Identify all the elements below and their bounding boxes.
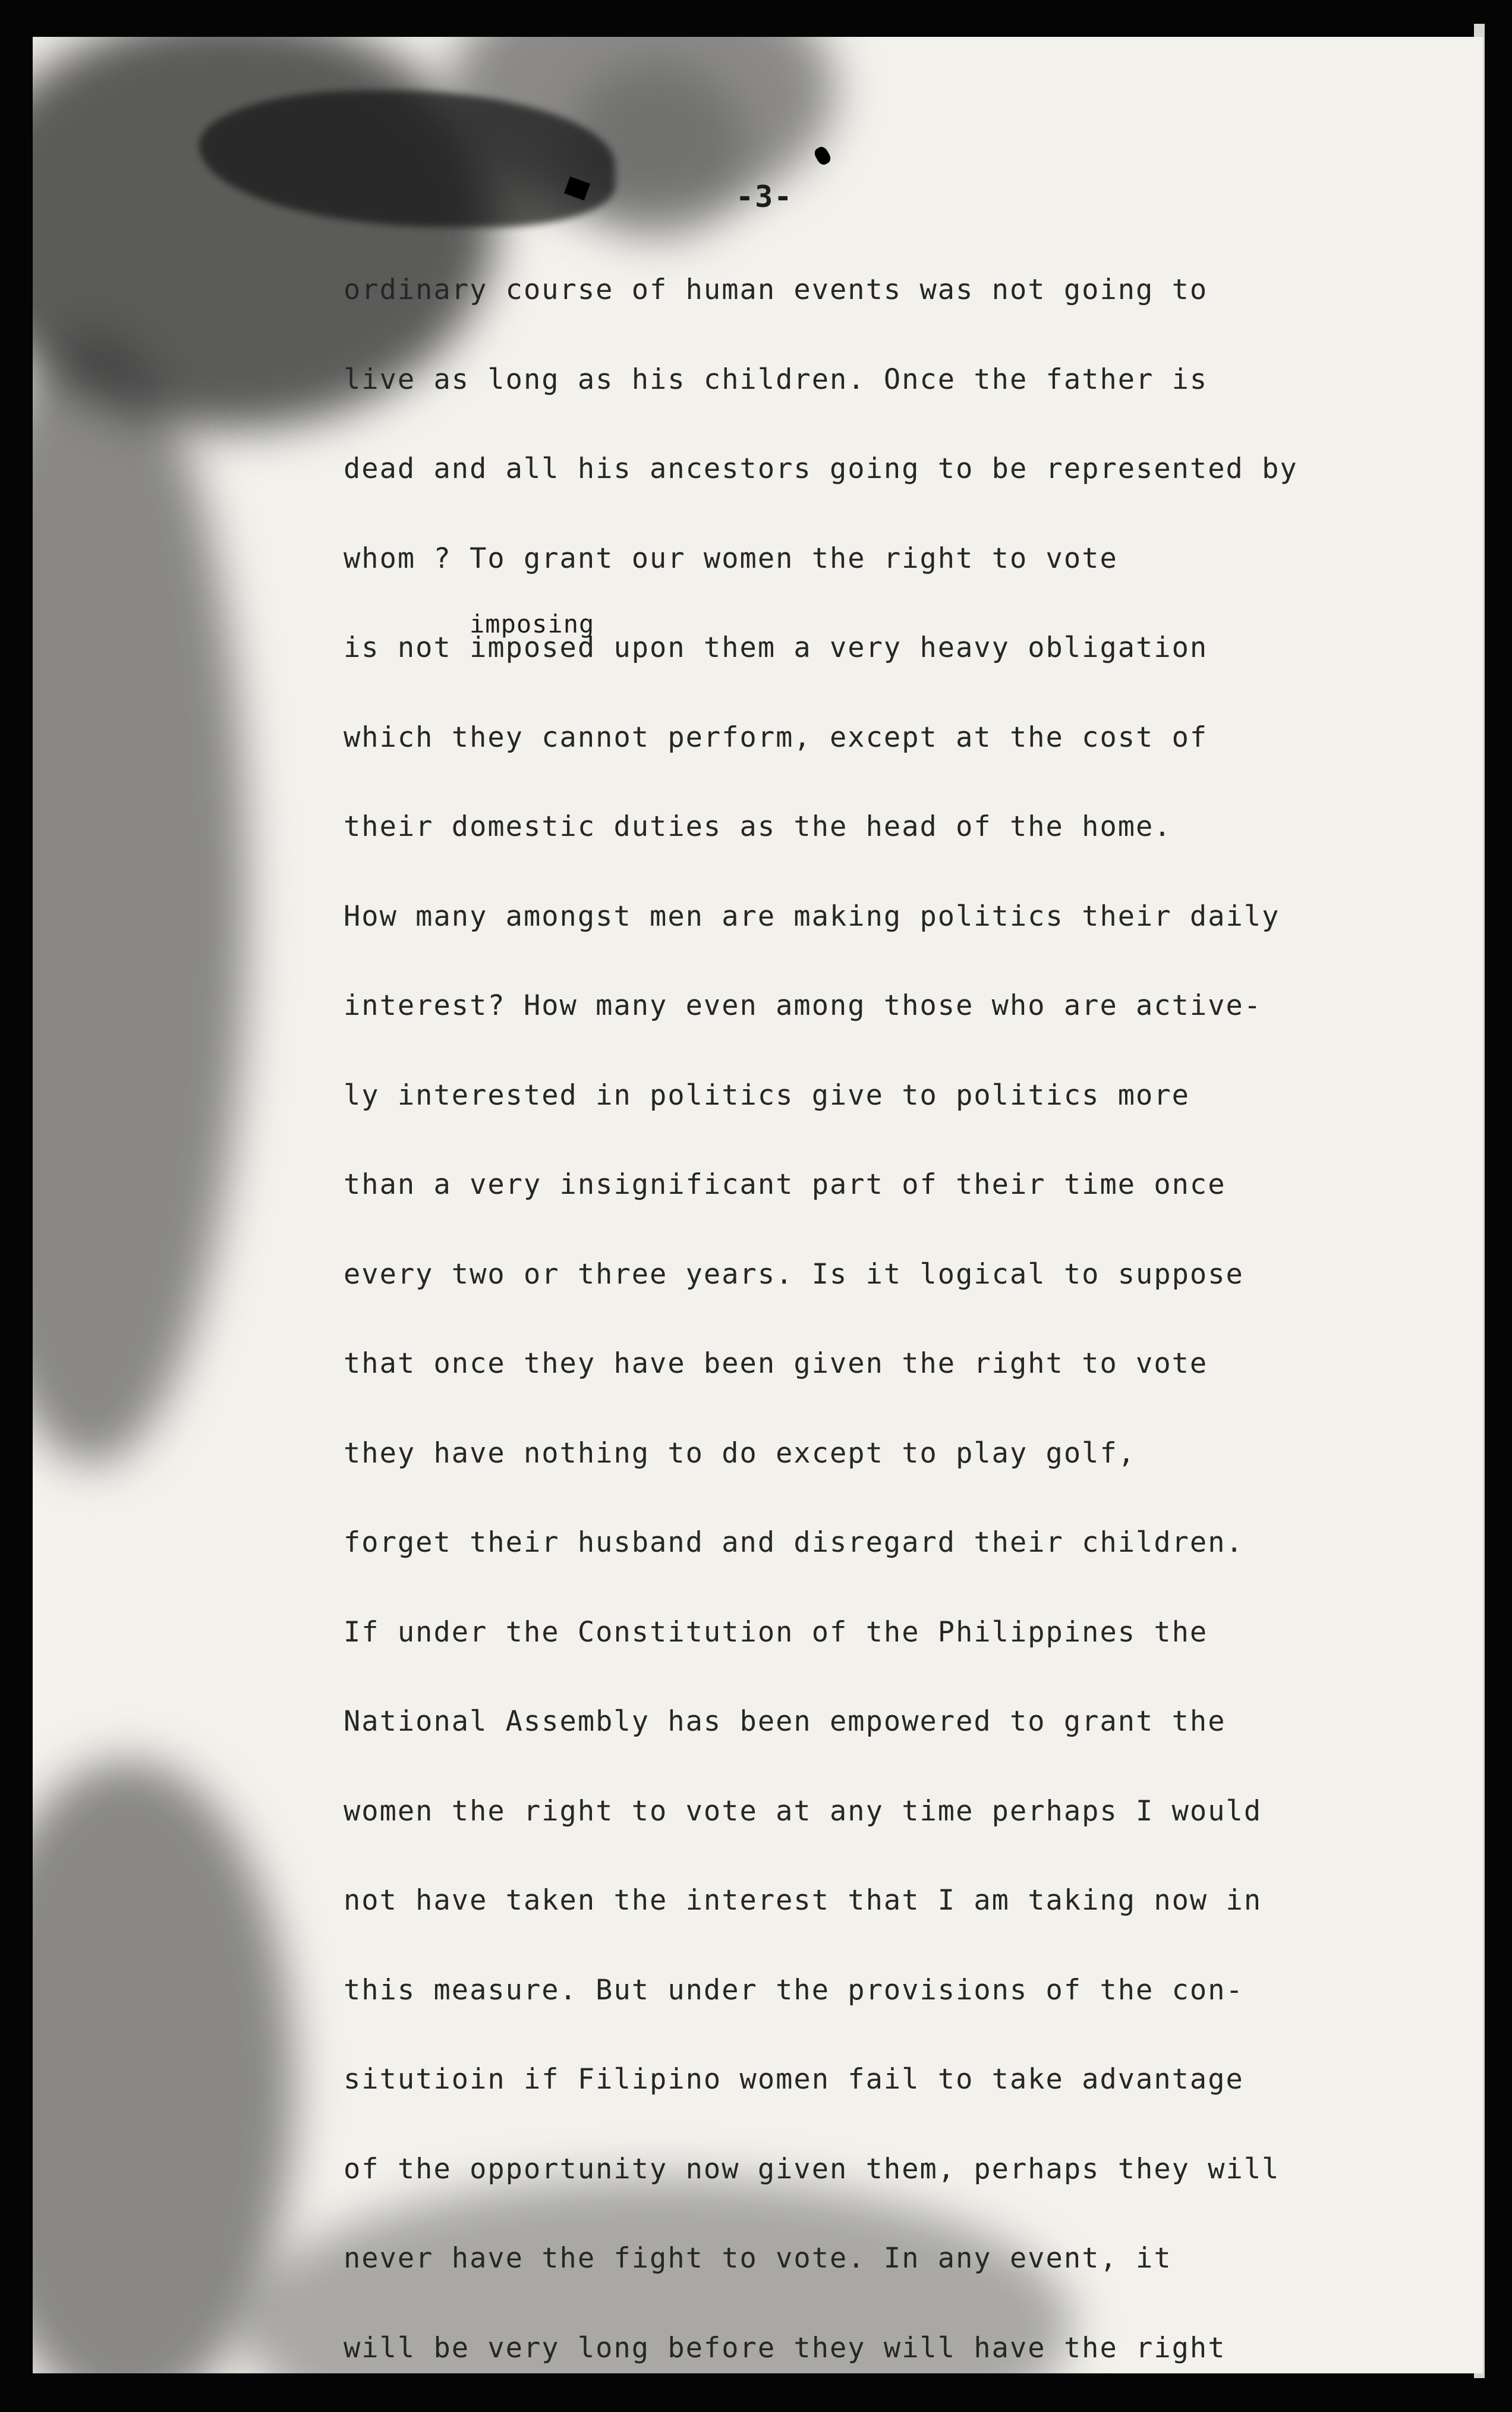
text-line: of the opportunity now given them, perhaps they will [344, 2152, 1280, 2185]
stain [33, 1761, 294, 2373]
text-line: women the right to vote at any time perhaps I would [344, 1794, 1262, 1828]
text-line: interest? How many even among those who are active- [344, 989, 1262, 1022]
text-line: that once they have been given the right to vote [344, 1347, 1208, 1380]
text-line: situtioin if Filipino women fail to take advantage [344, 2063, 1244, 2096]
text-line: they have nothing to do except to play golf, [344, 1436, 1136, 1470]
paper-hole [812, 145, 833, 167]
text-line: If under the Constitution of the Philippines the [344, 1615, 1208, 1649]
text-line: How many amongst men are making politics their daily [344, 900, 1280, 933]
text-line: live as long as his children. Once the father is [344, 363, 1208, 396]
handwritten-insertion: imposing [470, 609, 595, 639]
stain [33, 334, 247, 1464]
text-line: whom ? To grant our women the right to vote [344, 542, 1118, 575]
page-number: -3- [736, 180, 793, 214]
text-line: dead and all his ancestors going to be represented by [344, 452, 1298, 485]
text-line: is not imposed upon them a very heavy obligation [344, 631, 1208, 664]
text-line: forget their husband and disregard their children. [344, 1526, 1244, 1559]
text-line: not have taken the interest that I am taking now in [344, 1884, 1262, 1917]
text-line: will be very long before they will have the right [344, 2331, 1226, 2364]
text-line: their domestic duties as the head of the home. [344, 810, 1172, 843]
text-line: than a very insignificant part of their time once [344, 1168, 1226, 1201]
text-line: ordinary course of human events was not going to [344, 273, 1208, 306]
text-line: National Assembly has been empowered to grant the [344, 1705, 1226, 1738]
text-line: which they cannot perform, except at the cost of [344, 721, 1208, 754]
text-line: every two or three years. Is it logical to suppose [344, 1257, 1244, 1291]
text-line: ly interested in politics give to politics more [344, 1078, 1190, 1112]
text-line: never have the fight to vote. In any event, it [344, 2242, 1172, 2275]
text-line: this measure. But under the provisions of the con- [344, 1973, 1244, 2007]
